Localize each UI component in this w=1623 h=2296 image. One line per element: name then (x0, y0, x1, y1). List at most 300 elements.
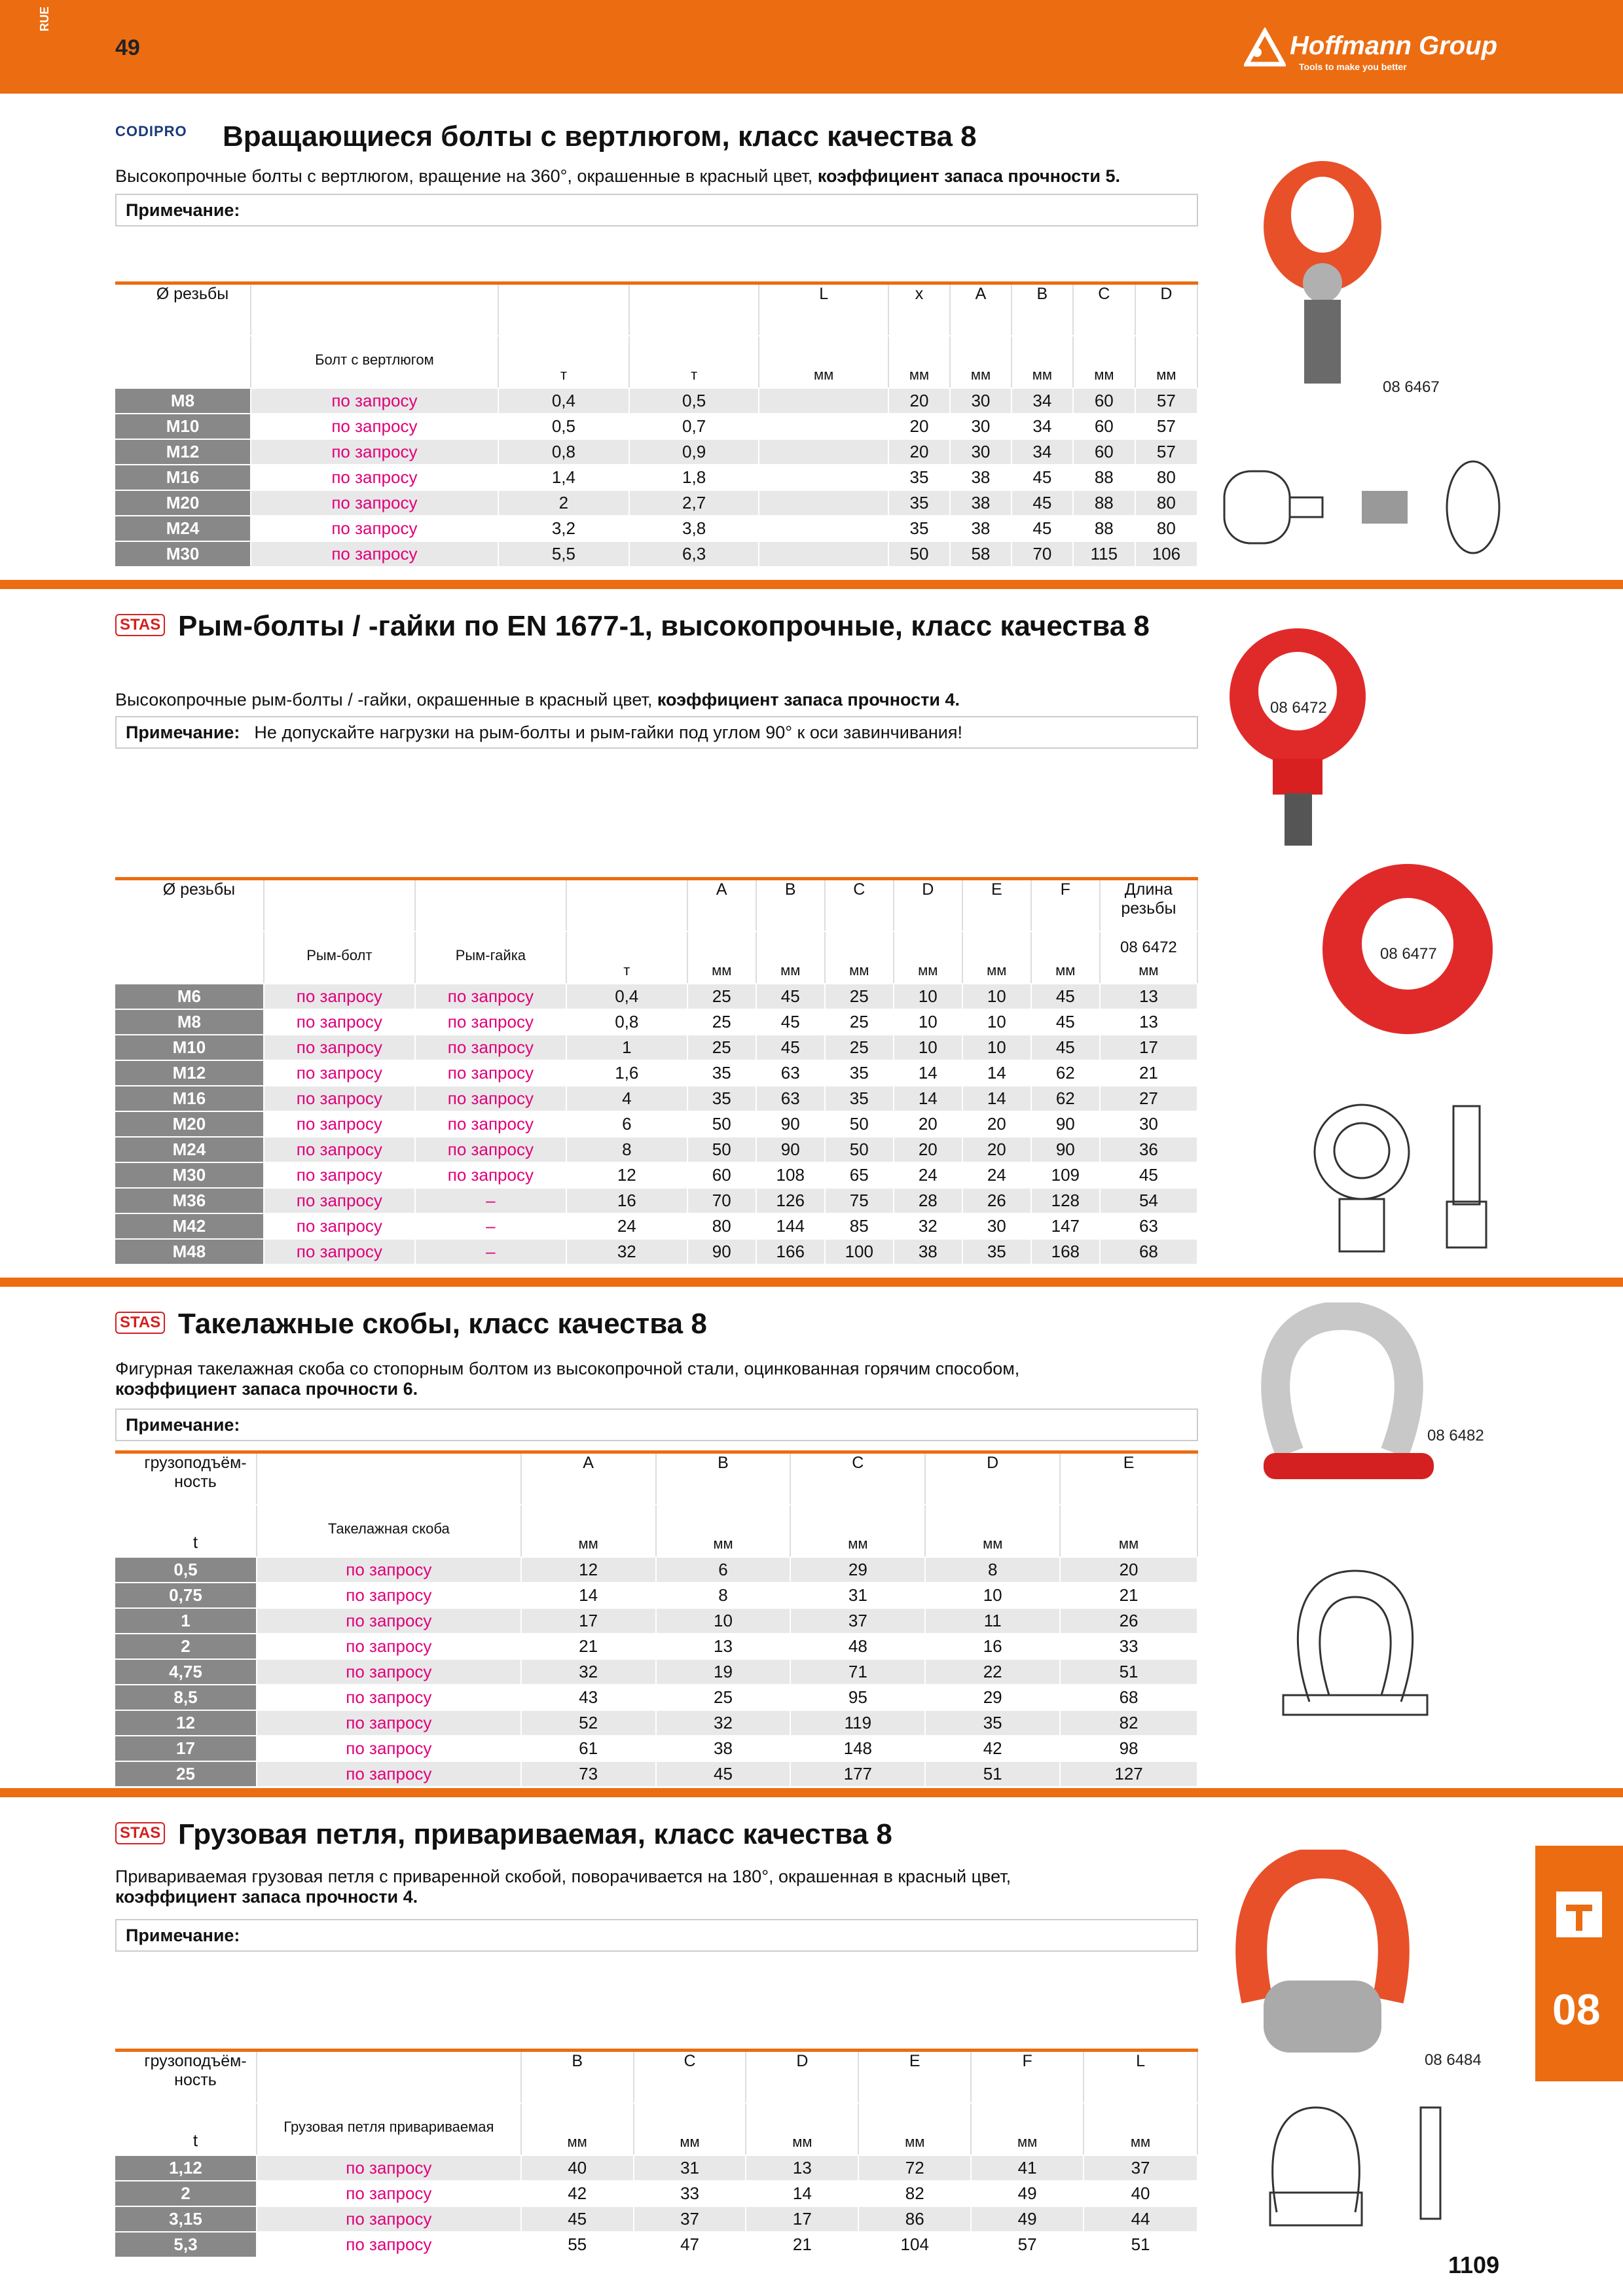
table-cell: 13 (1100, 984, 1197, 1009)
row-label: M8 (115, 1009, 264, 1035)
column-header: Длина резьбы (1100, 879, 1197, 931)
table-cell: 8 (656, 1583, 791, 1608)
availability-cell[interactable]: по запросу (264, 1035, 415, 1060)
table-cell: 25 (825, 1035, 894, 1060)
row-label: 4,75 (115, 1659, 257, 1685)
column-header: C (1073, 283, 1135, 336)
image-label: 08 6482 (1427, 1427, 1484, 1444)
table-cell: 17 (1100, 1035, 1197, 1060)
unit-label: мм (1084, 2103, 1197, 2155)
row-label: M42 (115, 1213, 264, 1239)
table-cell: 24 (962, 1162, 1031, 1188)
table-cell: 16 (925, 1634, 1060, 1659)
table-cell: 48 (790, 1634, 925, 1659)
table-cell: 8 (566, 1137, 687, 1162)
table-cell: 43 (521, 1685, 656, 1710)
section-description: Фигурная такелажная скоба со стопорным болтом из высокопрочной стали, оцинкованная горячим способом, коэффициент запаса прочности 6. (115, 1359, 1020, 1399)
table-row (115, 1213, 1197, 1239)
unit-label: мм (1031, 931, 1100, 984)
row-label: M24 (115, 516, 251, 541)
section-separator (0, 1788, 1623, 1797)
row-label: 17 (115, 1736, 257, 1761)
table-cell: 2,7 (629, 490, 759, 516)
column-header: C (790, 1452, 925, 1505)
spec-table (115, 281, 1198, 567)
table-cell: 0,5 (498, 414, 629, 439)
table-row (115, 439, 1197, 465)
table-cell: 90 (1031, 1111, 1100, 1137)
table-cell (759, 490, 888, 516)
brand-name: Hoffmann Group (1290, 31, 1498, 60)
table-cell: 30 (962, 1213, 1031, 1239)
table-cell: 62 (1031, 1060, 1100, 1086)
row-label: M48 (115, 1239, 264, 1265)
image-label: 08 6467 (1383, 378, 1440, 396)
table-row (115, 1736, 1197, 1761)
availability-cell[interactable]: по запросу (257, 2155, 521, 2181)
row-label: M6 (115, 984, 264, 1009)
table-cell: 41 (971, 2155, 1084, 2181)
availability-cell[interactable]: по запросу (415, 984, 566, 1009)
unit-label: мм (1135, 336, 1197, 388)
unit-label: мм (971, 2103, 1084, 2155)
table-cell: 12 (566, 1162, 687, 1188)
stas-logo-icon: STAS (115, 1312, 165, 1334)
availability-cell[interactable]: по запросу (415, 1086, 566, 1111)
table-row (115, 1060, 1197, 1086)
table-row (115, 541, 1197, 567)
article-description: Рым-гайка (415, 931, 566, 984)
table-row (115, 490, 1197, 516)
table-cell: 54 (1100, 1188, 1197, 1213)
table-cell: 35 (962, 1239, 1031, 1265)
table-cell: 24 (566, 1213, 687, 1239)
availability-cell[interactable]: по запросу (251, 516, 498, 541)
unit-label: мм (521, 1505, 656, 1557)
table-cell: 45 (1012, 516, 1073, 541)
table-cell: 126 (756, 1188, 825, 1213)
table-cell: 37 (1084, 2155, 1197, 2181)
unit-label: мм (1012, 336, 1073, 388)
image-label: 08 6477 (1380, 945, 1437, 963)
column-header: D (1135, 283, 1197, 336)
table-cell: 22 (925, 1659, 1060, 1685)
table-cell: 44 (1084, 2206, 1197, 2232)
table-cell: 25 (687, 1009, 756, 1035)
weld-on-load-ring-image (1224, 1850, 1421, 2066)
table-cell: 35 (687, 1086, 756, 1111)
table-cell (759, 465, 888, 490)
table-cell: 2 (498, 490, 629, 516)
table-cell: 50 (825, 1137, 894, 1162)
unit-label: мм (825, 931, 894, 984)
unit-label: мм (888, 336, 950, 388)
availability-cell[interactable]: по запросу (264, 1239, 415, 1265)
availability-cell[interactable]: по запросу (251, 439, 498, 465)
availability-cell[interactable]: по запросу (251, 541, 498, 567)
table-cell: 85 (825, 1213, 894, 1239)
table-cell: 1,6 (566, 1060, 687, 1086)
table-cell: 75 (825, 1188, 894, 1213)
availability-cell[interactable]: по запросу (415, 1009, 566, 1035)
table-cell: 1,8 (629, 465, 759, 490)
table-cell: 35 (825, 1060, 894, 1086)
table-cell: 20 (894, 1111, 962, 1137)
availability-cell[interactable]: по запросу (264, 1188, 415, 1213)
row-label: M10 (115, 414, 251, 439)
article-number: 08Y 08 6482 (257, 1452, 521, 1505)
row-label: M36 (115, 1188, 264, 1213)
table-cell: 30 (950, 388, 1012, 414)
table-row (115, 1239, 1197, 1265)
table-cell: 21 (746, 2232, 858, 2257)
table-cell: 82 (1060, 1710, 1197, 1736)
availability-cell[interactable]: по запросу (257, 1583, 521, 1608)
table-cell: 127 (1060, 1761, 1197, 1787)
table-cell: 72 (858, 2155, 971, 2181)
table-cell: 25 (825, 984, 894, 1009)
section-title: Рым-болты / -гайки по EN 1677-1, высокопрочные, класс качества 8 (178, 610, 1150, 642)
spec-table (115, 2049, 1198, 2258)
table-cell: 38 (950, 490, 1012, 516)
table-cell: 88 (1073, 465, 1135, 490)
availability-cell[interactable]: по запросу (257, 2181, 521, 2206)
table-cell: 25 (687, 1035, 756, 1060)
table-cell: 16 (566, 1188, 687, 1213)
table-cell: 42 (925, 1736, 1060, 1761)
note-box: Примечание: (115, 194, 1198, 226)
table-row (115, 1761, 1197, 1787)
image-label: 08 6472 (1270, 699, 1327, 717)
table-cell: 63 (756, 1086, 825, 1111)
column-header: D (894, 879, 962, 931)
table-cell (759, 388, 888, 414)
availability-cell[interactable]: по запросу (264, 984, 415, 1009)
availability-cell[interactable]: по запросу (264, 1162, 415, 1188)
eye-bolt-image (1219, 618, 1376, 860)
table-cell: 51 (1060, 1659, 1197, 1685)
table-cell: 49 (971, 2206, 1084, 2232)
table-cell: 0,5 (629, 388, 759, 414)
table-cell: 1 (566, 1035, 687, 1060)
table-row (115, 1634, 1197, 1659)
table-cell: 34 (1012, 414, 1073, 439)
column-header: A (950, 283, 1012, 336)
unit-label: мм (687, 931, 756, 984)
column-header: B (521, 2051, 634, 2103)
page-number-top: 49 (115, 35, 140, 60)
availability-cell[interactable]: по запросу (415, 1111, 566, 1137)
table-cell: 14 (894, 1060, 962, 1086)
page-number-bottom: 1109 (1448, 2251, 1500, 2278)
table-cell: 20 (888, 439, 950, 465)
column-header: L (1084, 2051, 1197, 2103)
table-cell: 71 (790, 1659, 925, 1685)
column-header: E (1060, 1452, 1197, 1505)
availability-cell[interactable]: по запросу (264, 1137, 415, 1162)
table-cell: 10 (656, 1608, 791, 1634)
availability-cell[interactable]: по запросу (257, 1761, 521, 1787)
table-cell: 3,8 (629, 516, 759, 541)
table-cell: 35 (888, 465, 950, 490)
table-cell: 119 (790, 1710, 925, 1736)
table-cell: 32 (894, 1213, 962, 1239)
table-cell: 10 (894, 1035, 962, 1060)
row-label: 2 (115, 2181, 257, 2206)
table-cell: 62 (1031, 1086, 1100, 1111)
table-cell: 45 (756, 984, 825, 1009)
table-cell: 28 (894, 1188, 962, 1213)
brand-block (1244, 27, 1519, 73)
availability-cell[interactable]: по запросу (257, 2232, 521, 2257)
table-cell: 1,4 (498, 465, 629, 490)
table-cell: 144 (756, 1213, 825, 1239)
table-cell: 70 (687, 1188, 756, 1213)
availability-cell[interactable]: по запросу (251, 490, 498, 516)
column-header: Ø резьбы (115, 283, 251, 336)
unit-label: мм (759, 336, 888, 388)
row-label: 0,5 (115, 1557, 257, 1583)
table-row (115, 984, 1197, 1009)
column-header (498, 283, 629, 336)
availability-cell[interactable]: по запросу (251, 388, 498, 414)
table-cell: 49 (971, 2181, 1084, 2206)
row-label: M12 (115, 1060, 264, 1086)
section-description: Высокопрочные болты с вертлюгом, вращение на 360°, окрашенные в красный цвет, коэффициент запаса прочности 5. (115, 166, 1120, 186)
table-cell: 60 (1073, 414, 1135, 439)
table-row (115, 516, 1197, 541)
table-cell: 24 (894, 1162, 962, 1188)
section-description: Высокопрочные рым-болты / -гайки, окрашенные в красный цвет, коэффициент запаса прочности 4. (115, 690, 960, 709)
load-ring-diagram (1244, 2088, 1467, 2238)
row-label: M16 (115, 465, 251, 490)
table-cell: 12 (521, 1557, 656, 1583)
column-header: D (746, 2051, 858, 2103)
column-header: грузоподъём-ность (115, 1452, 257, 1505)
availability-cell[interactable]: по запросу (257, 2206, 521, 2232)
unit-label: мм (756, 931, 825, 984)
row-label: 5,3 (115, 2232, 257, 2257)
unit-label: мм (858, 2103, 971, 2155)
column-header: B (756, 879, 825, 931)
section-description: Привариваемая грузовая петля с приваренной скобой, поворачивается на 180°, окрашенная в красный цвет, коэффициент запаса прочности 4. (115, 1867, 1012, 1907)
unit-label: мм (656, 1505, 791, 1557)
availability-cell[interactable]: – (415, 1213, 566, 1239)
table-cell: 0,4 (498, 388, 629, 414)
availability-cell[interactable]: по запросу (264, 1213, 415, 1239)
availability-cell[interactable]: по запросу (415, 1035, 566, 1060)
table-cell: 19 (656, 1659, 791, 1685)
row-label: M20 (115, 1111, 264, 1137)
article-description: Такелажная скоба (257, 1505, 521, 1557)
column-header: A (687, 879, 756, 931)
availability-cell[interactable]: по запросу (264, 1009, 415, 1035)
table-cell: 34 (1012, 439, 1073, 465)
table-cell: 20 (962, 1111, 1031, 1137)
unit-label: мм (925, 1505, 1060, 1557)
table-cell: 25 (687, 984, 756, 1009)
table-cell: 82 (858, 2181, 971, 2206)
table-cell (759, 439, 888, 465)
table-row (115, 465, 1197, 490)
availability-cell[interactable]: по запросу (251, 465, 498, 490)
availability-cell[interactable]: по запросу (415, 1060, 566, 1086)
shackle-image (1244, 1302, 1453, 1538)
table-cell: 147 (1031, 1213, 1100, 1239)
availability-cell[interactable]: по запросу (257, 1608, 521, 1634)
table-cell: 45 (756, 1009, 825, 1035)
table-cell: 20 (1060, 1557, 1197, 1583)
table-cell: 6,3 (629, 541, 759, 567)
table-cell: 80 (1135, 465, 1197, 490)
chapter-tab[interactable] (1535, 1846, 1623, 2081)
column-header (629, 283, 759, 336)
table-row (115, 1137, 1197, 1162)
availability-cell[interactable]: – (415, 1239, 566, 1265)
table-cell: 26 (1060, 1608, 1197, 1634)
table-cell: 38 (656, 1736, 791, 1761)
table-cell: 17 (521, 1608, 656, 1634)
row-label: M30 (115, 1162, 264, 1188)
column-header: B (656, 1452, 791, 1505)
table-cell: 50 (888, 541, 950, 567)
row-label: M30 (115, 541, 251, 567)
table-cell: 57 (1135, 414, 1197, 439)
availability-cell[interactable]: по запросу (415, 1137, 566, 1162)
table-cell: 35 (925, 1710, 1060, 1736)
row-label: M16 (115, 1086, 264, 1111)
unit-label: мм (790, 1505, 925, 1557)
table-row (115, 1659, 1197, 1685)
table-cell: 61 (521, 1736, 656, 1761)
table-cell: 30 (950, 414, 1012, 439)
table-cell: 31 (634, 2155, 746, 2181)
availability-cell[interactable]: по запросу (257, 1659, 521, 1685)
availability-cell[interactable]: по запросу (257, 1634, 521, 1659)
unit-label: мм (746, 2103, 858, 2155)
availability-cell[interactable]: по запросу (257, 1736, 521, 1761)
column-header: x (888, 283, 950, 336)
column-header: Ø резьбы (115, 879, 264, 931)
availability-cell[interactable]: по запросу (415, 1162, 566, 1188)
section-title: Вращающиеся болты с вертлюгом, класс качества 8 (223, 120, 977, 152)
unit-label: t (115, 2103, 257, 2155)
table-row (115, 2155, 1197, 2181)
table-cell: 166 (756, 1239, 825, 1265)
column-header: D (925, 1452, 1060, 1505)
availability-cell[interactable]: по запросу (264, 1060, 415, 1086)
table-cell: 32 (656, 1710, 791, 1736)
row-label: M8 (115, 388, 251, 414)
table-cell: 35 (687, 1060, 756, 1086)
row-label: M24 (115, 1137, 264, 1162)
section-separator (0, 1278, 1623, 1287)
brand-tagline: Tools to make you better (1299, 62, 1407, 72)
article-description: Болт с вертлюгом (251, 336, 498, 388)
table-cell: 40 (521, 2155, 634, 2181)
table-cell: 65 (825, 1162, 894, 1188)
table-cell: 60 (1073, 439, 1135, 465)
availability-cell[interactable]: по запросу (257, 1710, 521, 1736)
column-header: E (962, 879, 1031, 931)
table-row (115, 2232, 1197, 2257)
unit-label: мм (1073, 336, 1135, 388)
table-cell: 109 (1031, 1162, 1100, 1188)
table-cell: 32 (566, 1239, 687, 1265)
table-row (115, 1086, 1197, 1111)
unit-label: 08 6472 мм (1100, 931, 1197, 984)
table-cell: 88 (1073, 516, 1135, 541)
table-row (115, 414, 1197, 439)
availability-cell[interactable]: – (415, 1188, 566, 1213)
note-box: Примечание: Не допускайте нагрузки на рым-болты и рым-гайки под углом 90° к оси завинчивания! (115, 716, 1198, 749)
availability-cell[interactable]: по запросу (264, 1086, 415, 1111)
hoffmann-logo-icon (1244, 27, 1286, 67)
table-cell: 50 (687, 1111, 756, 1137)
table-cell: 25 (656, 1685, 791, 1710)
availability-cell[interactable]: по запросу (251, 414, 498, 439)
table-cell: 38 (894, 1239, 962, 1265)
table-cell: 108 (756, 1162, 825, 1188)
region-code: RUE (38, 6, 51, 31)
table-cell: 14 (894, 1086, 962, 1111)
table-cell: 0,8 (566, 1009, 687, 1035)
chapter-number: 08 (1552, 1985, 1601, 2034)
table-cell: 0,9 (629, 439, 759, 465)
table-cell: 115 (1073, 541, 1135, 567)
table-cell: 10 (894, 1009, 962, 1035)
table-cell: 45 (1031, 1009, 1100, 1035)
column-header: B (1012, 283, 1073, 336)
image-label: 08 6484 (1425, 2051, 1482, 2069)
table-cell: 10 (925, 1583, 1060, 1608)
table-cell: 80 (1135, 490, 1197, 516)
lifting-chapter-icon (1550, 1885, 1609, 1944)
column-header: C (634, 2051, 746, 2103)
table-cell: 60 (1073, 388, 1135, 414)
table-cell (759, 414, 888, 439)
row-label: M20 (115, 490, 251, 516)
table-cell: 68 (1100, 1239, 1197, 1265)
table-cell: 55 (521, 2232, 634, 2257)
column-header (566, 879, 687, 931)
table-cell: 128 (1031, 1188, 1100, 1213)
table-cell: 51 (925, 1761, 1060, 1787)
table-cell: 14 (962, 1060, 1031, 1086)
table-cell: 45 (756, 1035, 825, 1060)
table-cell: 88 (1073, 490, 1135, 516)
table-row (115, 2181, 1197, 2206)
table-row (115, 1035, 1197, 1060)
row-label: 1,12 (115, 2155, 257, 2181)
table-cell: 13 (1100, 1009, 1197, 1035)
unit-label (115, 336, 251, 388)
table-cell: 57 (1135, 439, 1197, 465)
unit-label: т (566, 931, 687, 984)
unit-label: мм (634, 2103, 746, 2155)
note-box: Примечание: (115, 1408, 1198, 1441)
column-header: грузоподъём-ность (115, 2051, 257, 2103)
availability-cell[interactable]: по запросу (264, 1111, 415, 1137)
table-cell: 14 (962, 1086, 1031, 1111)
page-header (0, 0, 1623, 94)
table-cell: 21 (1100, 1060, 1197, 1086)
table-cell: 98 (1060, 1736, 1197, 1761)
availability-cell[interactable]: по запросу (257, 1685, 521, 1710)
availability-cell[interactable]: по запросу (257, 1557, 521, 1583)
article-number: 08Y 08 6472 (264, 879, 415, 931)
table-cell: 32 (521, 1659, 656, 1685)
